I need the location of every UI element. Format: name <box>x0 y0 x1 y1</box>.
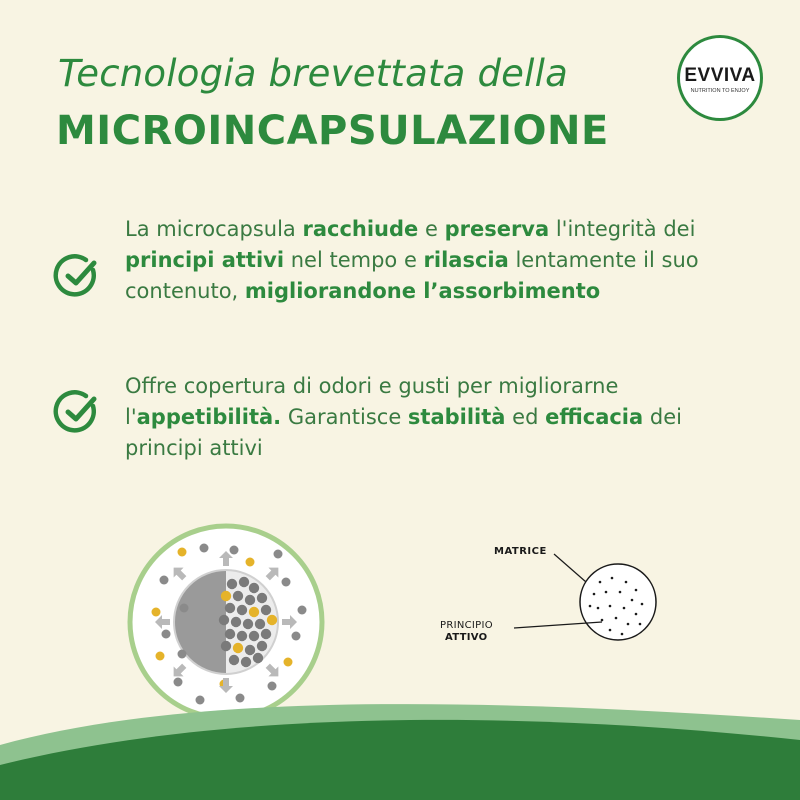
gray-particle <box>225 629 235 639</box>
bullet-text-1 <box>125 214 745 307</box>
active-principle-dot <box>623 607 626 610</box>
gray-particle <box>180 604 189 613</box>
gold-particle <box>178 548 187 557</box>
gray-particle <box>249 631 259 641</box>
gold-particle <box>284 658 293 667</box>
bullet-emphasis: appetibilità. <box>136 405 282 429</box>
active-principle-dot <box>593 593 596 596</box>
gray-particle <box>282 578 291 587</box>
active-principle-dot <box>589 605 592 608</box>
gray-particle <box>178 650 187 659</box>
active-principle-dot <box>631 599 634 602</box>
bullet-text-segment: Offre copertura di odori e gusti per migliorarne l' <box>125 374 619 429</box>
gray-particle <box>253 653 263 663</box>
gray-particle <box>231 617 241 627</box>
gold-particle <box>249 607 259 617</box>
bullet-text-segment: nel tempo e <box>284 248 424 272</box>
gray-particle <box>237 605 247 615</box>
gray-particle <box>237 631 247 641</box>
gray-particle <box>245 645 255 655</box>
bullet-text-segment: La microcapsula <box>125 217 303 241</box>
bullet-text-segment: lentamente il suo contenuto, <box>125 248 699 303</box>
bullet-text-segment: dei principi attivi <box>125 405 682 460</box>
label-active-principle <box>440 620 493 644</box>
check-circle-icon <box>53 250 103 300</box>
label-active-line-1: PRINCIPIO <box>440 620 493 631</box>
gray-particle <box>261 605 271 615</box>
gray-particle <box>241 657 251 667</box>
gray-particle <box>229 655 239 665</box>
gray-particle <box>162 630 171 639</box>
logo-tagline: NUTRITION TO ENJOY <box>690 88 750 94</box>
bullet-emphasis: principi attivi <box>125 248 285 272</box>
bullet-emphasis: migliorandone l’assorbimento <box>244 279 601 303</box>
gold-particle <box>156 652 165 661</box>
gray-particle <box>257 641 267 651</box>
check-circle-icon <box>53 386 103 436</box>
gray-particle <box>233 591 243 601</box>
active-principle-dot <box>639 623 642 626</box>
bullet-emphasis: stabilità <box>407 405 506 429</box>
active-principle-dot <box>635 613 638 616</box>
brand-logo <box>677 35 763 121</box>
gray-particle <box>292 632 301 641</box>
active-principle-dot <box>601 619 604 622</box>
gray-particle <box>298 606 307 615</box>
bullet-text-segment: Garantisce <box>281 405 408 429</box>
active-principle-dot <box>627 623 630 626</box>
active-principle-dot <box>641 603 644 606</box>
bullet-emphasis: efficacia <box>545 405 644 429</box>
bullet-text-segment: l'integrità dei <box>549 217 696 241</box>
gray-particle <box>174 678 183 687</box>
gray-particle <box>160 576 169 585</box>
label-active-line-2: ATTIVO <box>445 632 488 643</box>
label-matrix: MATRICE <box>494 546 547 557</box>
bullet-emphasis: racchiude <box>302 217 419 241</box>
gray-particle <box>274 550 283 559</box>
gray-particle <box>245 595 255 605</box>
active-principle-dot <box>597 607 600 610</box>
gray-particle <box>200 544 209 553</box>
gray-particle <box>225 603 235 613</box>
active-principle-dot <box>621 633 624 636</box>
bullet-emphasis: rilascia <box>423 248 509 272</box>
logo-name: EVVIVA <box>684 65 756 86</box>
bullet-text-segment: e <box>418 217 445 241</box>
active-principle-dot <box>611 577 614 580</box>
gray-particle <box>255 619 265 629</box>
gray-particle <box>249 583 259 593</box>
gray-particle <box>243 619 253 629</box>
active-principle-dot <box>609 629 612 632</box>
gray-particle <box>230 546 239 555</box>
bullet-text-2 <box>125 371 745 464</box>
gold-particle <box>221 591 231 601</box>
gray-particle <box>221 641 231 651</box>
bullet-emphasis: preserva <box>444 217 550 241</box>
active-principle-dot <box>635 589 638 592</box>
title-line-2: MICROINCAPSULAZIONE <box>56 108 609 154</box>
gold-particle <box>233 643 243 653</box>
gold-particle <box>246 558 255 567</box>
title-line-1: Tecnologia brevettata della <box>58 52 568 95</box>
active-principle-dot <box>609 605 612 608</box>
active-principle-dot <box>625 581 628 584</box>
active-principle-dot <box>619 591 622 594</box>
bullet-text-segment: ed <box>505 405 546 429</box>
active-principle-dot <box>599 581 602 584</box>
gray-particle <box>239 577 249 587</box>
gray-particle <box>219 615 229 625</box>
gold-particle <box>267 615 277 625</box>
gold-particle <box>152 608 161 617</box>
active-principle-dot <box>605 591 608 594</box>
gray-particle <box>227 579 237 589</box>
gray-particle <box>257 593 267 603</box>
gray-particle <box>261 629 271 639</box>
bottom-wave-decoration <box>0 690 800 800</box>
active-principle-dot <box>615 617 618 620</box>
